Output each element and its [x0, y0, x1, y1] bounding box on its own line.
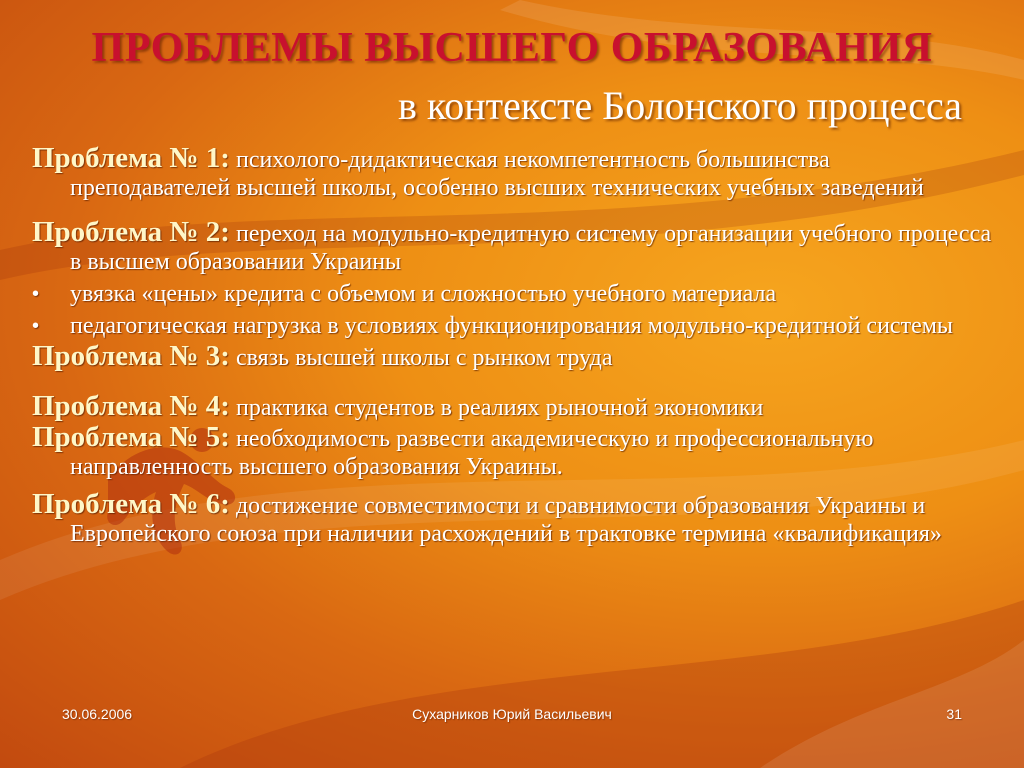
slide-number: 31	[946, 706, 962, 722]
slide-subtitle: в контексте Болонского процесса	[397, 83, 962, 128]
problem-1-label: Проблема № 1:	[32, 142, 230, 174]
problems-list	[32, 144, 992, 548]
footer-author: Сухарников Юрий Васильевич	[412, 706, 612, 722]
bullet-text: педагогическая нагрузка в условиях функционирования модульно-кредитной системы	[70, 313, 954, 339]
problem-4	[32, 392, 992, 422]
problem-6-label: Проблема № 6:	[32, 488, 230, 520]
problem-3-text: связь высшей школы с рынком труда	[235, 345, 613, 371]
footer-date: 30.06.2006	[62, 706, 133, 722]
problem-6-text: достижение совместимости и сравнимости образования Украины и Европейского союза при наличии расхождений в трактовке термина «квалификация»	[70, 493, 942, 547]
problem-6	[32, 490, 992, 548]
problem-1	[32, 144, 992, 202]
slide-title: ПРОБЛЕМЫ ВЫСШЕГО ОБРАЗОВАНИЯ	[91, 25, 933, 71]
problem-4-label: Проблема № 4:	[32, 390, 230, 422]
problem-2-text: переход на модульно-кредитную систему организации учебного процесса в высшем образовании Украины	[70, 221, 992, 275]
problem-5-text: необходимость развести академическую и профессиональную направленность высшего образования Украины.	[70, 426, 874, 480]
bullet-text: увязка «цены» кредита с объемом и сложностью учебного материала	[70, 281, 777, 307]
bullet-icon: •	[32, 283, 40, 305]
problem-5-label: Проблема № 5:	[32, 421, 230, 453]
problem-2	[32, 218, 992, 276]
bullet-icon: •	[32, 315, 40, 337]
problem-3-label: Проблема № 3:	[32, 340, 230, 372]
problem-1-text: психолого-дидактическая некомпетентность большинства преподавателей высшей школы, особенно высших технических учебных заведений	[70, 147, 924, 201]
problem-5	[32, 423, 992, 481]
problem-2-bullets	[32, 280, 992, 340]
problem-2-label: Проблема № 2:	[32, 216, 230, 248]
problem-4-text: практика студентов в реалиях рыночной экономики	[235, 395, 764, 421]
list-item	[32, 280, 992, 308]
list-item	[32, 312, 992, 340]
problem-3	[32, 342, 992, 372]
